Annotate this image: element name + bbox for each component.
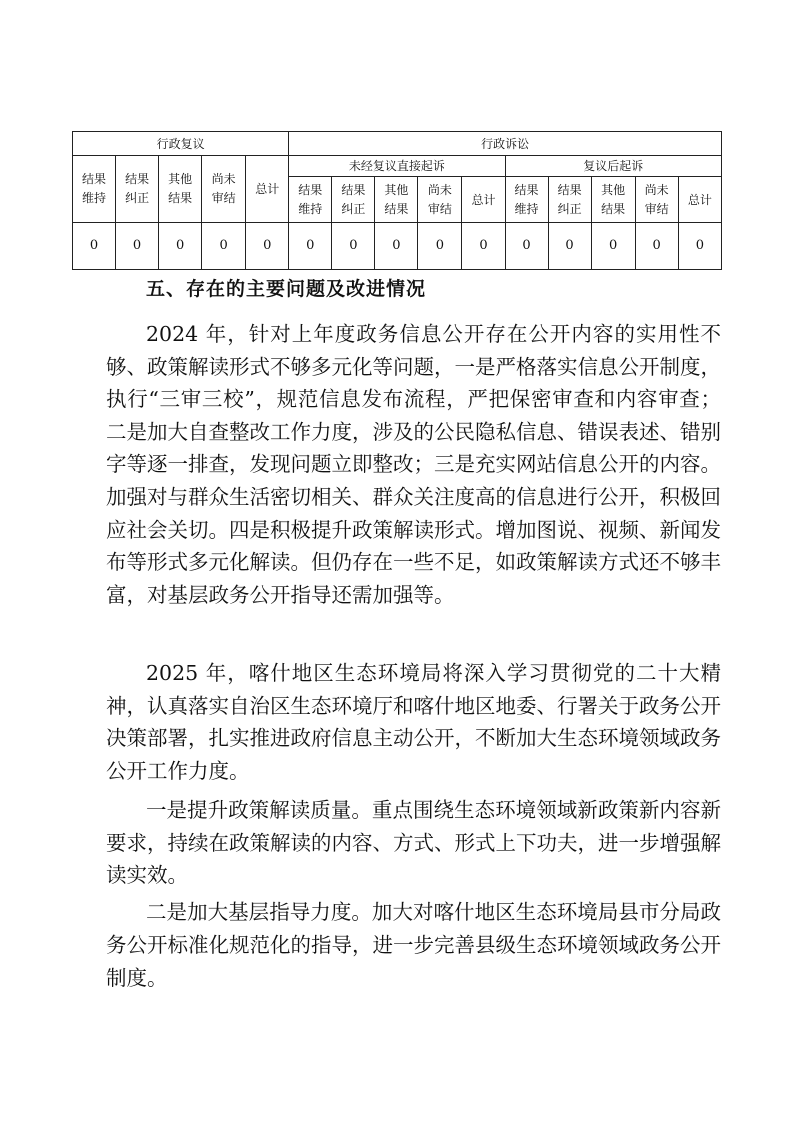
header-direct-suit: 未经复议直接起诉 bbox=[289, 156, 505, 177]
table-cell: 0 bbox=[635, 223, 678, 270]
header-corrected: 结果纠正 bbox=[332, 177, 375, 223]
header-other: 其他结果 bbox=[159, 156, 202, 223]
header-pending: 尚未审结 bbox=[418, 177, 462, 223]
table-cell: 0 bbox=[202, 223, 246, 270]
header-upheld: 结果维持 bbox=[73, 156, 116, 223]
table-row bbox=[73, 223, 722, 270]
table-cell: 0 bbox=[332, 223, 375, 270]
table-cell: 0 bbox=[246, 223, 289, 270]
table-cell: 0 bbox=[159, 223, 202, 270]
table-cell: 0 bbox=[116, 223, 159, 270]
header-upheld: 结果维持 bbox=[289, 177, 332, 223]
table-cell: 0 bbox=[289, 223, 332, 270]
paragraph-grassroots-guidance: 二是加大基层指导力度。加大对喀什地区生态环境局县市分局政务公开标准化规范化的指导，进一步完善县级生态环境领域政务公开制度。 bbox=[106, 900, 721, 990]
header-corrected: 结果纠正 bbox=[548, 177, 591, 223]
table-cell: 0 bbox=[505, 223, 548, 270]
header-other: 其他结果 bbox=[375, 177, 418, 223]
review-litigation-table bbox=[72, 131, 722, 270]
header-admin-review: 行政复议 bbox=[73, 132, 289, 156]
header-suit-after-review: 复议后起诉 bbox=[505, 156, 722, 177]
header-pending: 尚未审结 bbox=[635, 177, 678, 223]
paragraph-2024-review: 2024 年，针对上年度政务信息公开存在公开内容的实用性不够、政策解读形式不够多元化等问题，一是严格落实信息公开制度，执行“三审三校”，规范信息发布流程，严把保密审查和内容审查；二是加大自查整改工作力度，涉及的公民隐私信息、错误表述、错别字等逐一排查，发现问题立即整改；三是充实网站信息公开的内容。加强对与群众生活密切相关、群众关注度高的信息进行公开，积极回应社会关切。四是积极提升政策解读形式。增加图说、视频、新闻发布等形式多元化解读。但仍存在一些不足，如政策解读方式还不够丰富，对基层政务公开指导还需加强等。 bbox=[106, 322, 721, 607]
header-total: 总计 bbox=[462, 177, 505, 223]
table-cell: 0 bbox=[678, 223, 721, 270]
table-cell: 0 bbox=[418, 223, 462, 270]
table-cell: 0 bbox=[375, 223, 418, 270]
section-heading: 五、存在的主要问题及改进情况 bbox=[146, 278, 427, 300]
table-cell: 0 bbox=[462, 223, 505, 270]
header-corrected: 结果纠正 bbox=[116, 156, 159, 223]
table-cell: 0 bbox=[548, 223, 591, 270]
header-other: 其他结果 bbox=[591, 177, 635, 223]
header-total: 总计 bbox=[678, 177, 721, 223]
table-cell: 0 bbox=[73, 223, 116, 270]
header-upheld: 结果维持 bbox=[505, 177, 548, 223]
header-admin-litigation: 行政诉讼 bbox=[289, 132, 722, 156]
paragraph-2025-plan: 2025 年，喀什地区生态环境局将深入学习贯彻党的二十大精神，认真落实自治区生态环境厅和喀什地区地委、行署关于政务公开决策部署，扎实推进政府信息主动公开，不断加大生态环境领域政务公开工作力度。 bbox=[106, 661, 721, 783]
header-total: 总计 bbox=[246, 156, 289, 223]
paragraph-policy-interpretation: 一是提升政策解读质量。重点围绕生态环境领域新政策新内容新要求，持续在政策解读的内容、方式、形式上下功夫，进一步增强解读实效。 bbox=[106, 798, 721, 887]
header-pending: 尚未审结 bbox=[202, 156, 246, 223]
table-cell: 0 bbox=[591, 223, 635, 270]
